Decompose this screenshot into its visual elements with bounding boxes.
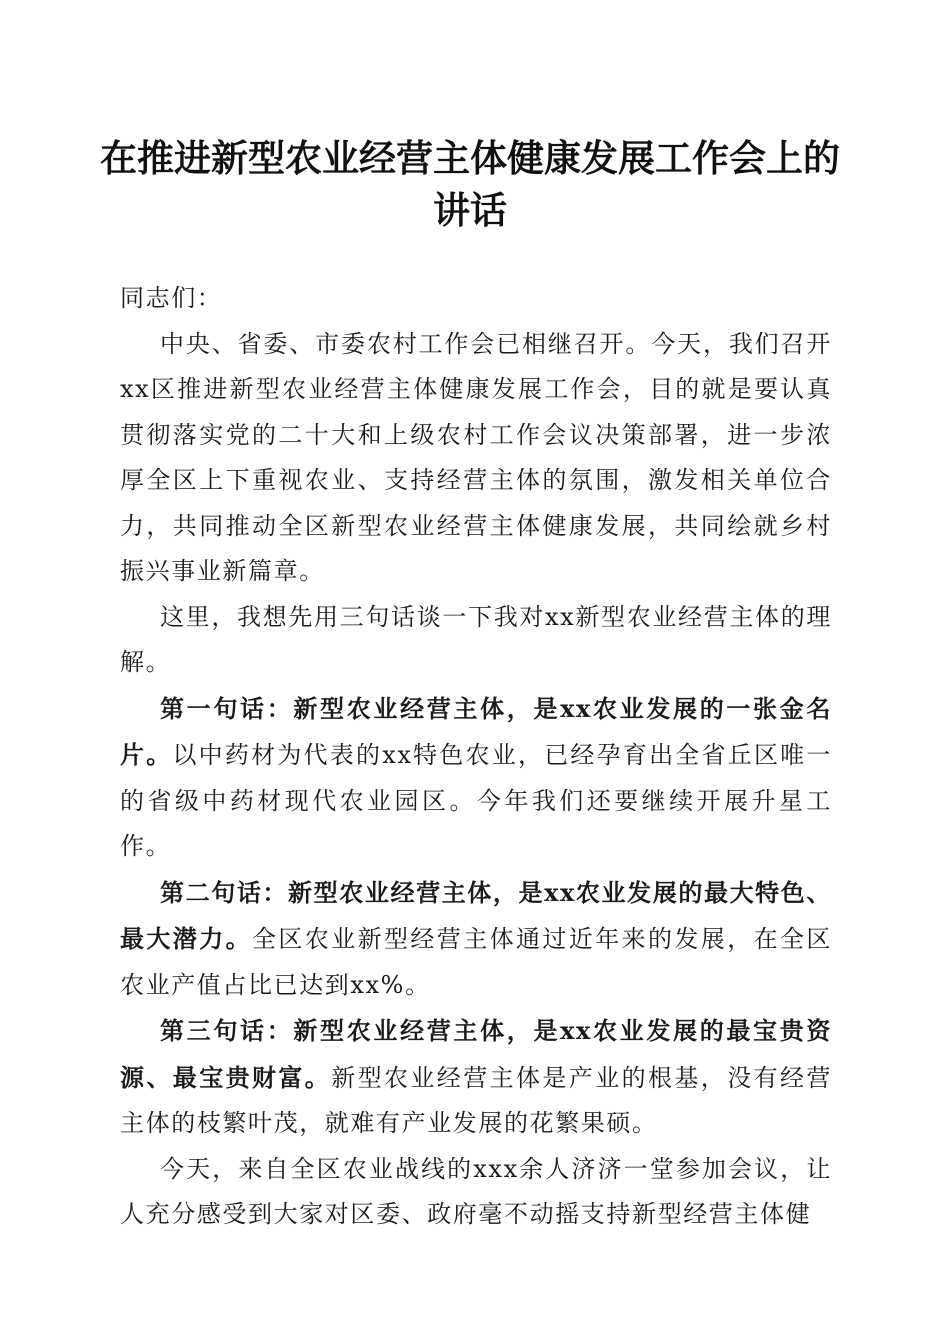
paragraph-5 (120, 1008, 832, 1147)
paragraph-2 (120, 595, 832, 686)
paragraph-text: 全区农业新型经营主体通过近年来的发展，在全区农业产值占比已达到xx%。 (120, 925, 832, 999)
salutation: 同志们： (120, 284, 223, 312)
paragraph-text: 今天，来自全区农业战线的xxx余人济济一堂参加会议，让人充分感受到大家对区委、政府毫不动摇支持新型经营主体健 (120, 1154, 832, 1228)
paragraph-lead: 第二句话：新型农业经营主体，是xx农业发展的最大特色、最大潜力。 (120, 877, 832, 953)
paragraph-text: 以中药材为代表的xx特色农业，已经孕育出全省丘区唯一的省级中药材现代农业园区。今年我们还要继续开展升星工作。 (120, 741, 833, 860)
paragraph-4 (120, 870, 832, 1009)
paragraph-1 (120, 322, 832, 595)
document-title: 在推进新型农业经营主体健康发展工作会上的讲话 (100, 136, 840, 232)
paragraph-6 (120, 1147, 832, 1238)
document-body (120, 276, 832, 1238)
paragraph-lead: 第一句话：新型农业经营主体，是xx农业发展的一张金名片。 (120, 693, 832, 769)
paragraph-text: 中央、省委、市委农村工作会已相继召开。今天，我们召开xx区推进新型农业经营主体健康发展工作会，目的就是要认真贯彻落实党的二十大和上级农村工作会议决策部署，进一步浓厚全区上下重视农业、支持经营主体的氛围，激发相关单位合力，共同推动全区新型农业经营主体健康发展，共同绘就乡村振兴事业新篇章。 (120, 329, 832, 585)
paragraph-text: 新型农业经营主体是产业的根基，没有经营主体的枝繁叶茂，就难有产业发展的花繁果硕。 (120, 1063, 832, 1137)
paragraph-text: 这里，我想先用三句话谈一下我对xx新型农业经营主体的理解。 (120, 602, 832, 676)
paragraph-3 (120, 686, 832, 870)
paragraph-lead: 第三句话：新型农业经营主体，是xx农业发展的最宝贵资源、最宝贵财富。 (120, 1016, 832, 1092)
